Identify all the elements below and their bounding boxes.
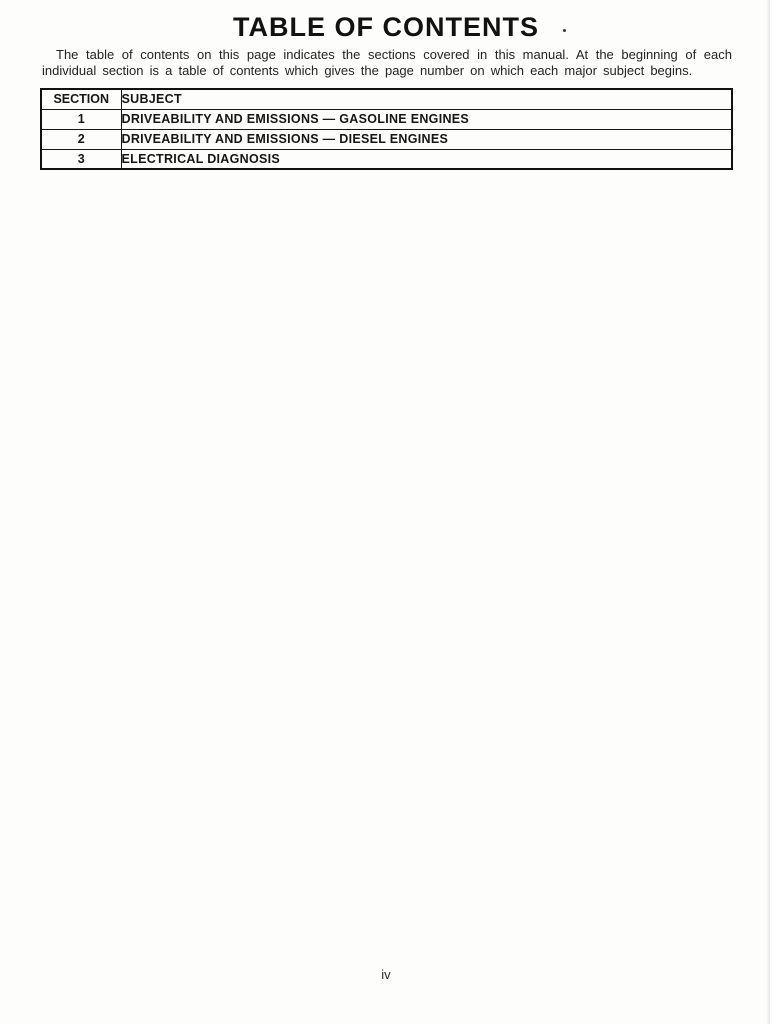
page-number: iv (381, 967, 391, 982)
section-subject: DRIVEABILITY AND EMISSIONS — DIESEL ENGINES (121, 129, 732, 149)
toc-table (40, 88, 733, 170)
page-title: TABLE OF CONTENTS (233, 12, 539, 42)
section-subject: DRIVEABILITY AND EMISSIONS — GASOLINE ENGINES (121, 109, 732, 129)
scan-edge-artifact (766, 0, 770, 1024)
column-header-subject: SUBJECT (121, 89, 732, 109)
intro-paragraph: The table of contents on this page indicates the sections covered in this manual. At the beginning of each individual section is a table of contents which gives the page number on which each major subject begins. (42, 47, 732, 78)
column-header-section: SECTION (41, 89, 121, 109)
section-number: 2 (41, 129, 121, 149)
section-subject: ELECTRICAL DIAGNOSIS (121, 149, 732, 169)
section-number: 1 (41, 109, 121, 129)
section-number: 3 (41, 149, 121, 169)
table-row (41, 149, 732, 169)
scan-speck (563, 29, 566, 32)
table-row (41, 109, 732, 129)
table-row (41, 129, 732, 149)
toc-header-row (41, 89, 732, 109)
